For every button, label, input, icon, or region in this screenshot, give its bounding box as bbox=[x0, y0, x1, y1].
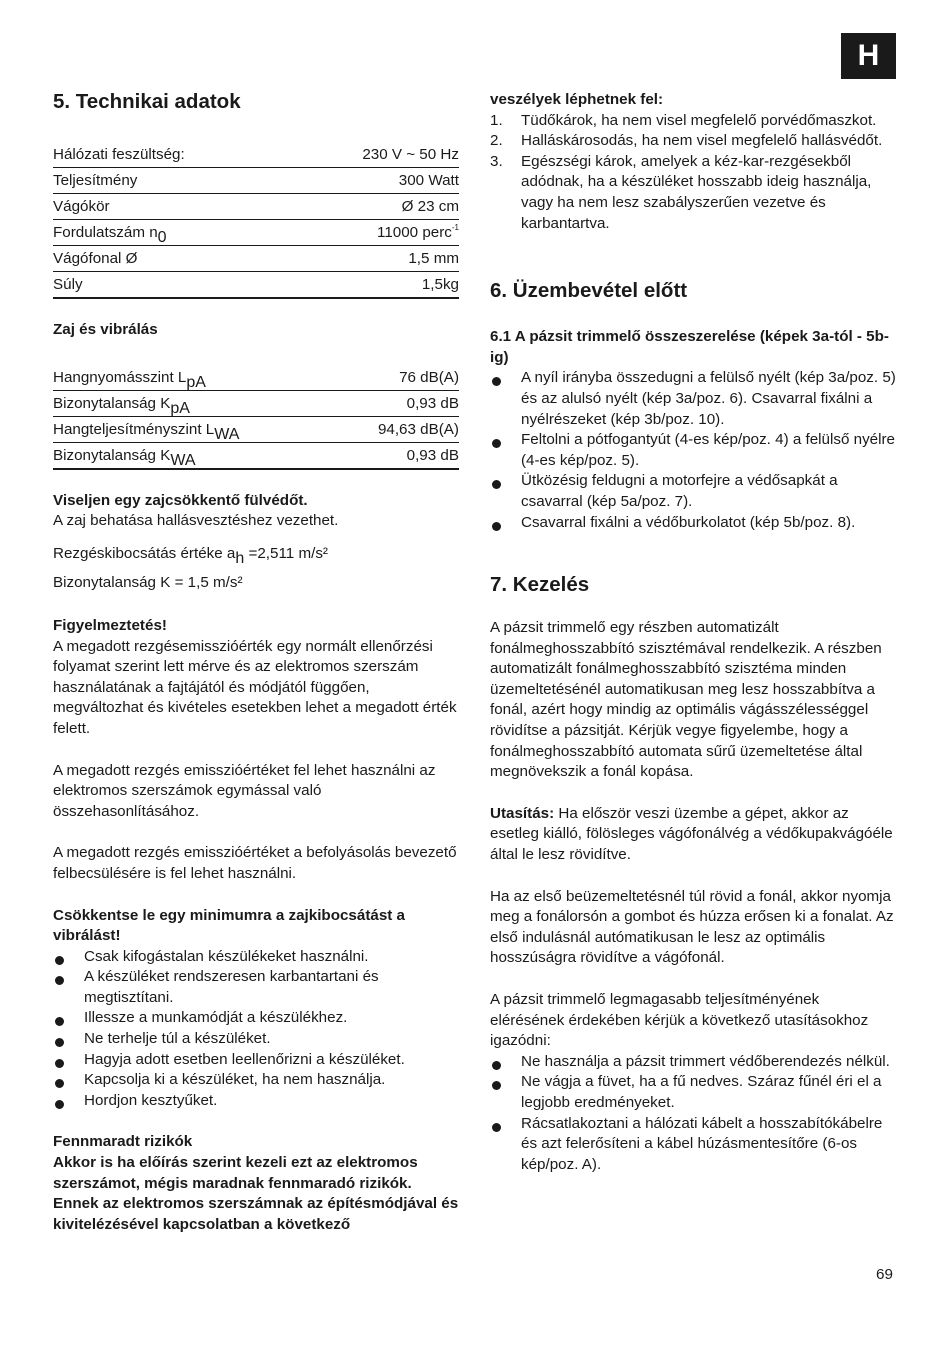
reduce-heading: Csökkentse le egy minimumra a zajkibocsátást a vibrálást! bbox=[53, 906, 405, 945]
noise-label-subscript: pA bbox=[186, 373, 206, 391]
spec-label: Teljesítmény bbox=[53, 172, 138, 189]
instruction-text: Ha először veszi üzembe a gépet, akkor az esetleg kiálló, fölösleges vágófonálvég a védőkupakvágóéle által le lesz rövidítve. bbox=[490, 804, 893, 864]
list-item-text: Halláskárosodás, ha nem visel megfelelő hallásvédőt. bbox=[521, 132, 883, 150]
section-5-title: 5. Technikai adatok bbox=[53, 90, 241, 113]
warning-heading: Figyelmeztetés! bbox=[53, 616, 167, 634]
spec-label: Vágókör bbox=[53, 198, 110, 215]
noise-value: 76 dB(A) bbox=[399, 368, 459, 386]
list-item: Rácsatlakoztani a hálózati kábelt a hosszabítókábelre és azt felerősíteni a kábel húzásmentesítőre (6-os kép/poz. A). bbox=[490, 1114, 896, 1176]
noise-label-text: Bizonytalanság K bbox=[53, 394, 171, 412]
residual-risks-text: Akkor is ha előírás szerint kezeli ezt az elektromos szerszámot, mégis maradnak fennmaradó rizikók. Ennek az elektromos szerszámnak az építésmódjával és kivitelézésével kapcsolatban a következő bbox=[53, 1154, 459, 1233]
spec-value: Ø 23 cm bbox=[401, 198, 459, 215]
list-item: Csavarral fixálni a védőburkolatot (kép 5b/poz. 8). bbox=[490, 513, 896, 534]
list-number: 3. bbox=[490, 152, 503, 170]
list-item-text: Tüdőkárok, ha nem visel megfelelő porvédőmaszkot. bbox=[521, 111, 877, 129]
ear-protection-warning: Viseljen egy zajcsökkentő fülvédőt. bbox=[53, 491, 308, 509]
spec-value: 300 Watt bbox=[398, 172, 459, 189]
list-item bbox=[490, 131, 896, 152]
list-item: Ütközésig feldugni a motorfejre a védősapkát a csavarral (kép 5a/poz. 7). bbox=[490, 471, 896, 512]
spec-table bbox=[53, 142, 459, 299]
warning-paragraph: A megadott rezgés emisszióértéket a befolyásolás bevezető felbecsülésére is fel lehet használni. bbox=[53, 844, 457, 882]
noise-heading: Zaj és vibrálás bbox=[53, 321, 158, 338]
spec-label-subscript: 0 bbox=[157, 229, 167, 246]
vibration-subscript: h bbox=[235, 549, 245, 567]
list-number: 2. bbox=[490, 132, 503, 150]
noise-row bbox=[53, 443, 459, 470]
assembly-list bbox=[490, 368, 896, 533]
section-6-title: 6. Üzembevétel előtt bbox=[490, 279, 688, 303]
spec-label bbox=[53, 221, 167, 245]
vibration-uncertainty: Bizonytalanság K = 1,5 m/s² bbox=[53, 574, 243, 592]
list-item-text: Egészségi károk, amelyek a kéz-kar-rezgésekből adódnak, ha a készüléket hosszabb ideig használja, vagy ha nem lesz szabályszerűen vezetve és karbantartva. bbox=[521, 152, 872, 232]
instruction-paragraph bbox=[490, 804, 896, 866]
spec-row bbox=[53, 220, 459, 246]
vibration-value bbox=[53, 544, 459, 565]
noise-label-text: Bizonytalanság K bbox=[53, 446, 171, 464]
list-item: A készüléket rendszeresen karbantartani és megtisztítani. bbox=[53, 967, 459, 1008]
noise-label-subscript: pA bbox=[170, 399, 190, 417]
spec-value-superscript: -1 bbox=[451, 223, 459, 232]
left-column bbox=[53, 88, 459, 1235]
noise-label bbox=[53, 444, 196, 468]
residual-risks-heading: Fennmaradt rizikók bbox=[53, 1133, 193, 1151]
ear-protection-text: A zaj behatása hallásvesztéshez vezethet. bbox=[53, 512, 339, 530]
spec-value: 230 V ~ 50 Hz bbox=[362, 146, 459, 163]
noise-row bbox=[53, 417, 459, 443]
noise-label bbox=[53, 418, 239, 442]
list-item: Ne vágja a füvet, ha a fű nedves. Száraz fűnél éri el a legjobb eredményeket. bbox=[490, 1072, 896, 1113]
spec-row bbox=[53, 272, 459, 299]
list-item: Illessze a munkamódját a készülékhez. bbox=[53, 1008, 459, 1029]
list-item: Feltolni a pótfogantyút (4-es kép/poz. 4) a felülső nyélre (4-es kép/poz. 5). bbox=[490, 430, 896, 471]
noise-row bbox=[53, 365, 459, 391]
spec-row bbox=[53, 194, 459, 220]
spec-value bbox=[377, 221, 459, 245]
operation-list bbox=[490, 1052, 896, 1176]
spec-value: 1,5kg bbox=[421, 276, 459, 293]
spec-label: Hálózati feszültség: bbox=[53, 146, 185, 163]
spec-label: Vágófonal Ø bbox=[53, 250, 138, 267]
hazards-list bbox=[490, 111, 896, 235]
list-number: 1. bbox=[490, 111, 503, 129]
noise-label bbox=[53, 392, 190, 416]
noise-value: 0,93 dB bbox=[406, 394, 459, 412]
operation-paragraph: A pázsit trimmelő egy részben automatizált fonálmeghosszabbító szisztémával rendelkezik. A részben automatizált fonálmeghosszabbító szisztéma minden üzemeltetésénél automatikusan meg lesz hosszabbítva a fonál, azért hogy mindig az optimális vágásszélességgel rövidítse a pázsitját. Kérjük vegye figyelembe, hogy a fonálmeghosszabbító automata sűrű üzemeltetése által megnövekszik a fonál kopása. bbox=[490, 619, 882, 781]
operation-paragraph: Ha az első beüzemeltetésnél túl rövid a fonál, akkor nyomja meg a fonálorsón a gombot és húzza erősen ki a fonalat. Az első indulásnál autómatikusan le lesz az optimális hosszúságra rövidítve a vágófonál. bbox=[490, 887, 894, 967]
spec-row bbox=[53, 168, 459, 194]
right-column bbox=[490, 90, 896, 1175]
list-item: Csak kifogástalan készülékeket használni. bbox=[53, 947, 459, 968]
list-item: Ne terhelje túl a készüléket. bbox=[53, 1029, 459, 1050]
list-item: Kapcsolja ki a készüléket, ha nem használja. bbox=[53, 1070, 459, 1091]
warning-paragraph: A megadott rezgés emisszióértéket fel lehet használni az elektromos szerszámok egymással való összehasonlításához. bbox=[53, 761, 436, 820]
list-item: Hagyja adott esetben leellenőrizni a készüléket. bbox=[53, 1050, 459, 1071]
noise-label-subscript: WA bbox=[170, 451, 196, 469]
vibration-text: Rezgéskibocsátás értéke a bbox=[53, 544, 236, 562]
noise-value: 0,93 dB bbox=[406, 446, 459, 464]
noise-row bbox=[53, 391, 459, 417]
list-item bbox=[490, 152, 896, 234]
operation-paragraph: A pázsit trimmelő legmagasabb teljesítményének elérésének érdekében kérjük a következő utasításokhoz igazódni: bbox=[490, 991, 869, 1050]
spec-value: 1,5 mm bbox=[408, 250, 459, 267]
list-item: Ne használja a pázsit trimmert védőberendezés nélkül. bbox=[490, 1052, 896, 1073]
spec-row bbox=[53, 246, 459, 272]
noise-table bbox=[53, 365, 459, 470]
list-item: Hordjon kesztyűket. bbox=[53, 1091, 459, 1112]
spec-label: Súly bbox=[53, 276, 83, 293]
noise-label-subscript: WA bbox=[214, 425, 240, 443]
vibration-value-text: =2,511 m/s² bbox=[244, 544, 328, 562]
spec-label-text: Fordulatszám n bbox=[53, 224, 158, 241]
noise-label-text: Hangnyomásszint L bbox=[53, 368, 187, 386]
page-number: 69 bbox=[876, 1266, 893, 1283]
reduce-list bbox=[53, 947, 459, 1112]
warning-paragraph: A megadott rezgésemisszióérték egy normált ellenőrzési folyamat szerint lett mérve és az elektromos szerszám használatának a fajtájától és módjától függően, megváltozhat és kivételes esetekben lehet a megadott érték felett. bbox=[53, 637, 457, 737]
section-6-1-heading: 6.1 A pázsit trimmelő összeszerelése (képek 3a-tól - 5b-ig) bbox=[490, 328, 889, 366]
spec-value-text: 11000 perc bbox=[377, 224, 452, 241]
noise-label-text: Hangteljesítményszint L bbox=[53, 420, 215, 438]
language-badge: H bbox=[841, 33, 896, 79]
section-7-title: 7. Kezelés bbox=[490, 573, 590, 597]
noise-value: 94,63 dB(A) bbox=[377, 420, 459, 438]
spec-row bbox=[53, 142, 459, 168]
list-item bbox=[490, 111, 896, 132]
hazards-heading: veszélyek léphetnek fel: bbox=[490, 91, 664, 108]
list-item: A nyíl irányba összedugni a felülső nyélt (kép 3a/poz. 5) és az alulsó nyélt (kép 3a/poz. 6). Csavarral fixálni a nyélrészeket (kép 3b/poz. 10). bbox=[490, 368, 896, 430]
noise-label bbox=[53, 366, 206, 390]
instruction-label: Utasítás: bbox=[490, 804, 555, 822]
